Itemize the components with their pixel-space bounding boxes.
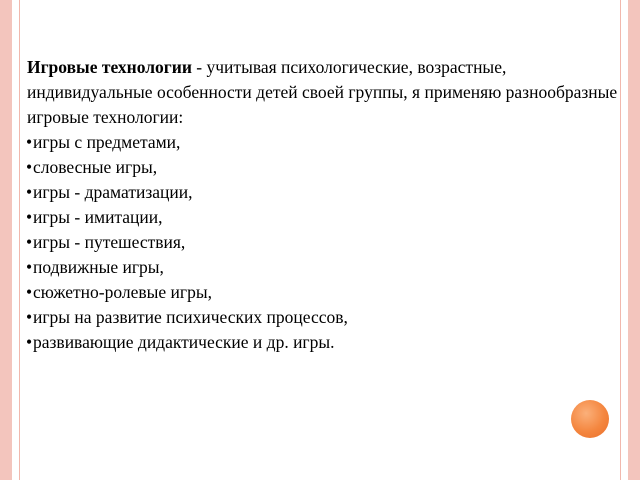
game-types-list [27, 130, 627, 355]
bullet-icon: • [26, 332, 33, 352]
list-item [27, 180, 627, 205]
list-item [27, 280, 627, 305]
list-item [27, 230, 627, 255]
intro-dash: - [191, 57, 207, 77]
list-item-text: игры с предметами, [33, 132, 181, 152]
right-border-stripe [628, 0, 640, 480]
list-item-text: словесные игры, [33, 157, 158, 177]
list-item-text: развивающие дидактические и др. игры. [33, 332, 335, 352]
list-item [27, 205, 627, 230]
list-item [27, 130, 627, 155]
intro-term: Игровые технологии [27, 57, 192, 77]
intro-paragraph [27, 55, 627, 130]
left-border-stripe [0, 0, 12, 480]
bullet-icon: • [26, 132, 33, 152]
list-item-text: подвижные игры, [33, 257, 164, 277]
bullet-icon: • [26, 157, 33, 177]
list-item [27, 330, 627, 355]
list-item-text: сюжетно-ролевые игры, [33, 282, 212, 302]
bullet-icon: • [26, 282, 33, 302]
list-item-text: игры - путешествия, [33, 232, 186, 252]
intro-text: учитывая психологические, возрастные, индивидуальные особенности детей своей группы, я применяю разнообразные игровые технологии: [27, 57, 618, 127]
bullet-icon: • [26, 207, 33, 227]
bullet-icon: • [26, 232, 33, 252]
list-item-text: игры - имитации, [33, 207, 163, 227]
bullet-icon: • [26, 307, 33, 327]
decorative-circle-icon [571, 400, 609, 438]
list-item [27, 155, 627, 180]
bullet-icon: • [26, 182, 33, 202]
list-item [27, 305, 627, 330]
list-item-text: игры на развитие психических процессов, [33, 307, 348, 327]
list-item-text: игры - драматизации, [33, 182, 193, 202]
list-item [27, 255, 627, 280]
left-border-line [19, 0, 20, 480]
slide-content [27, 55, 627, 355]
bullet-icon: • [26, 257, 33, 277]
